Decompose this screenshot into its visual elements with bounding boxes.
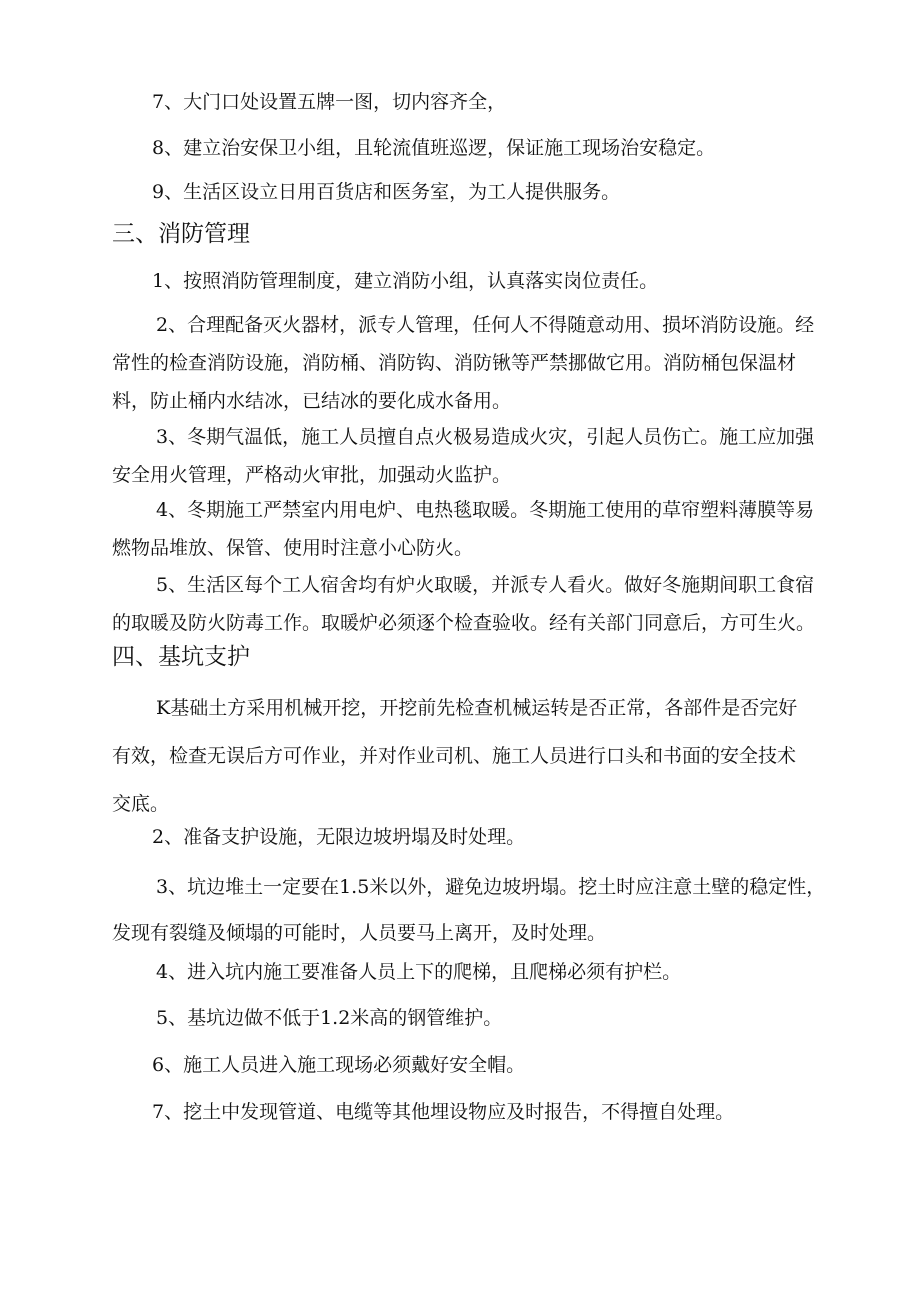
pit-paragraph-5: 5、基坑边做不低于1.2米高的钢管维护。 — [156, 1007, 503, 1029]
section-heading-fire-management: 三、消防管理 — [112, 221, 250, 247]
paragraph-item-8: 8、建立治安保卫小组，且轮流值班巡逻，保证施工现场治安稳定。 — [152, 137, 716, 159]
section-heading-pit-support: 四、基坑支护 — [112, 644, 250, 670]
paragraph-item-9: 9、生活区设立日用百货店和医务室，为工人提供服务。 — [152, 181, 621, 203]
fire-paragraph-3: 3、冬期气温低，施工人员擅自点火极易造成火灾，引起人员伤亡。施工应加强 安全用火管理，严格动火审批，加强动火监护。 — [112, 426, 815, 486]
fire-paragraph-1: 1、按照消防管理制度，建立消防小组，认真落实岗位责任。 — [152, 270, 659, 292]
paragraph-item-7: 7、大门口处设置五牌一图，切内容齐全， — [152, 91, 507, 113]
fire-paragraph-2: 2、合理配备灭火器材，派专人管理，任何人不得随意动用、损坏消防设施。经 常性的检查消防设施，消防桶、消防钩、消防锹等严禁挪做它用。消防桶包保温材 料，防止桶内水结冰，已结冰的要化成水备用。 — [112, 314, 815, 412]
pit-paragraph-6: 6、施工人员进入施工现场必须戴好安全帽。 — [152, 1054, 526, 1076]
fire-paragraph-5: 5、生活区每个工人宿舍均有炉火取暖，并派专人看火。做好冬施期间职工食宿 的取暖及防火防毒工作。取暖炉必须逐个检查验收。经有关部门同意后，方可生火。 — [112, 574, 816, 634]
pit-paragraph-2: 2、准备支护设施，无限边坡坍塌及时处理。 — [152, 826, 526, 848]
fire-paragraph-4: 4、冬期施工严禁室内用电炉、电热毯取暖。冬期施工使用的草帘塑料薄膜等易 燃物品堆放、保管、使用时注意小心防火。 — [112, 499, 815, 559]
pit-paragraph-7: 7、挖土中发现管道、电缆等其他埋设物应及时报告，不得擅自处理。 — [152, 1101, 735, 1123]
pit-paragraph-1: K基础土方采用机械开挖，开挖前先检查机械运转是否正常，各部件是否完好 有效，检查无误后方可作业，并对作业司机、施工人员进行口头和书面的安全技术 交底。 — [112, 697, 798, 815]
pit-paragraph-4: 4、进入坑内施工要准备人员上下的爬梯，且爬梯必须有护栏。 — [156, 961, 682, 983]
pit-paragraph-3: 3、坑边堆土一定要在1.5米以外，避免边坡坍塌。挖土时应注意土壁的稳定性， 发现有裂缝及倾塌的可能时，人员要马上离开，及时处理。 — [112, 876, 826, 944]
